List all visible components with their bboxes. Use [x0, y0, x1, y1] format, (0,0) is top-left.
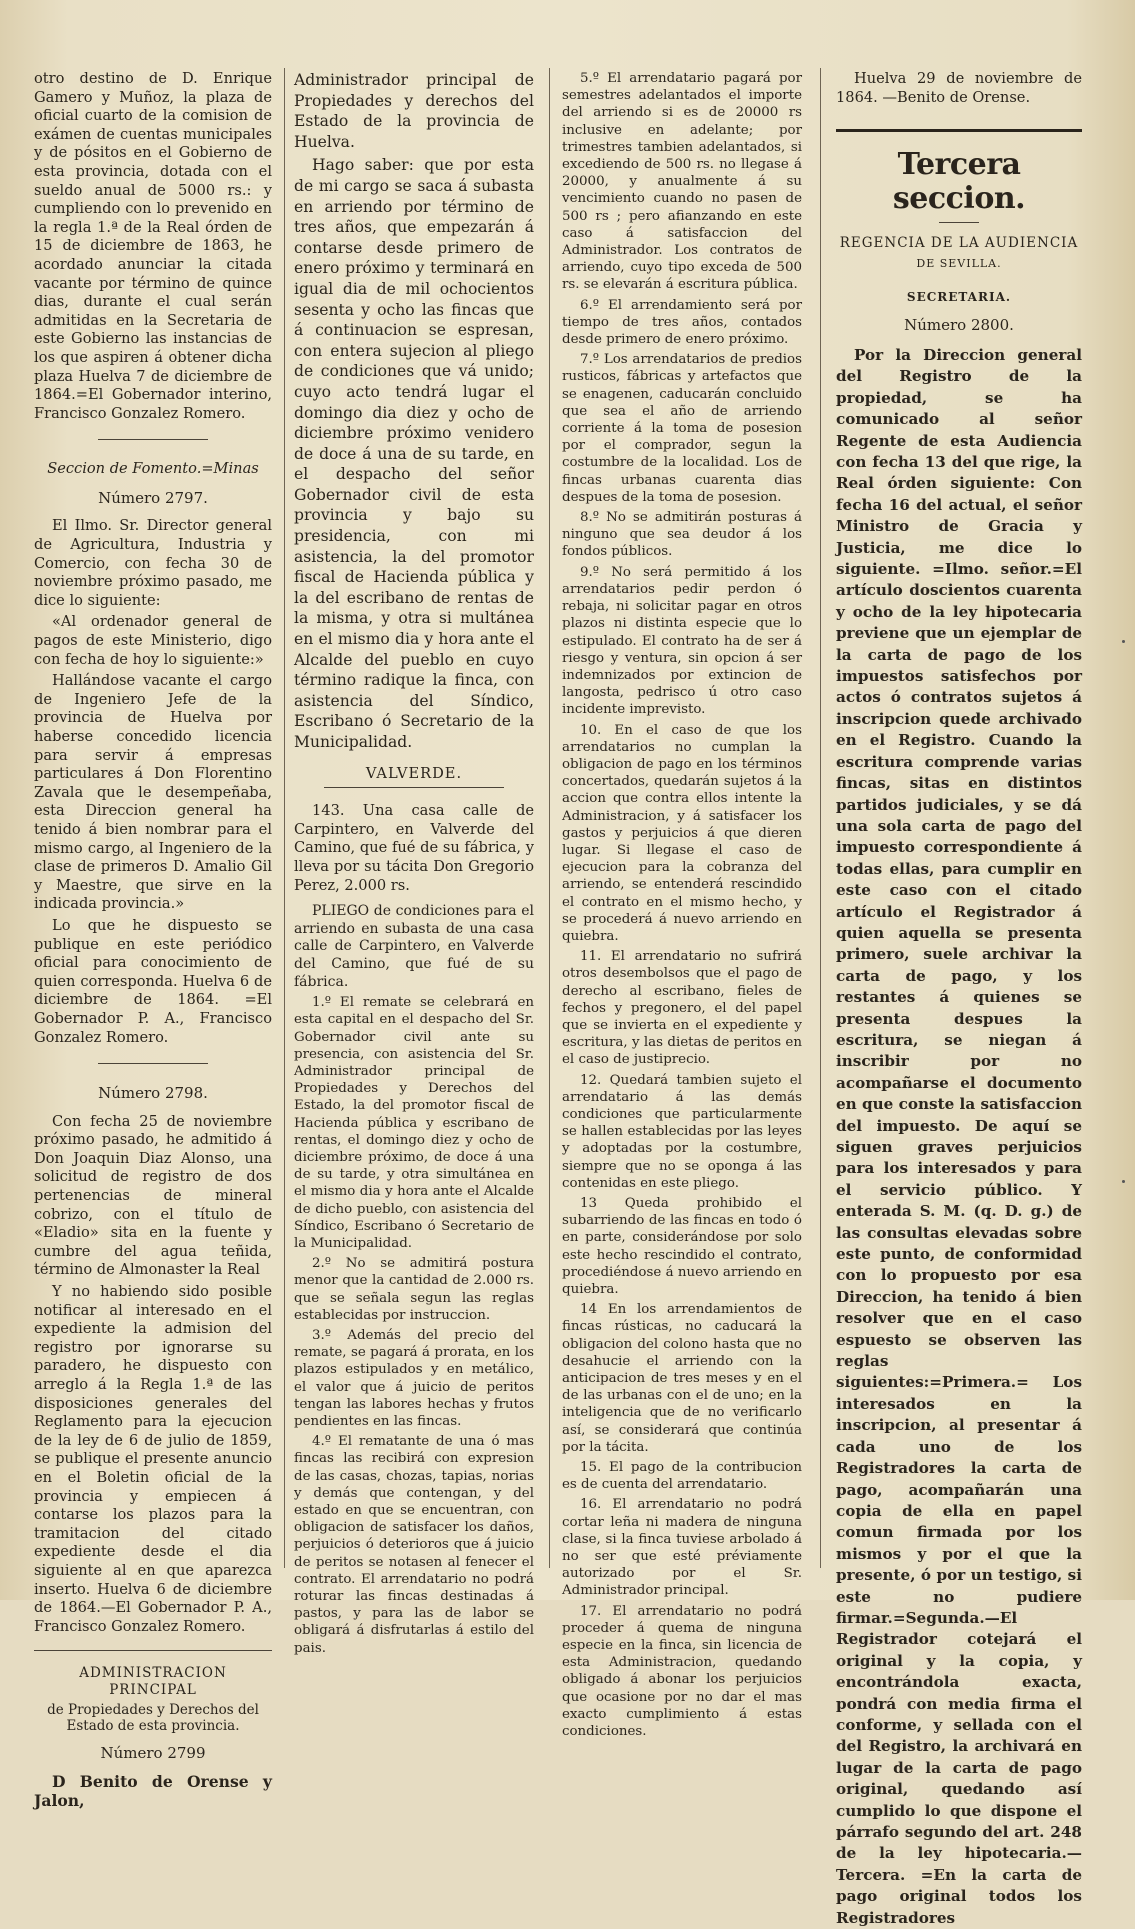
paragraph: 1.º El remate se celebrará en esta capital en el despacho del Sr. Gobernador civil ante su presencia, con asistencia del Sr. Administrador principal de Propiedades y Derechos del Estado, la del promotor fiscal de Hacienda pública y escribano de rentas, el domingo diez y ocho de diciembre próximo, de doce á una de su tarde, y otra simultánea en el mismo dia y hora ante el Alcalde de dicho pueblo, con asistencia del Síndico, Escribano ó Secretario de la Municipalidad. [294, 995, 534, 1251]
paragraph: 3.º Además del precio del remate, se pagará á prorata, en los plazos estipulados y en metálico, el valor que á juicio de peritos tengan las labores hechas y frutos pendientes en las fincas. [294, 1327, 534, 1429]
column-rule [820, 68, 821, 1568]
paragraph: otro destino de D. Enrique Gamero y Muñoz, la plaza de oficial cuarto de la comision de exámen de cuentas municipales y de pósitos en el Gobierno de esta provincia, dotada con el sueldo anual de 5000 rs.: y cumpliendo con lo prevenido en la regla 1.ª de la Real órden de 15 de diciembre de 1863, he acordado anunciar la citada vacante por término de quince dias, durante el cual serán admitidas en la Secretaria de este Gobierno las instancias de los que aspiren á obtener dicha plaza Huelva 7 de diciembre de 1864.=El Gobernador interino, Francisco Gonzalez Romero. [34, 70, 272, 422]
paragraph: 11. El arrendatario no sufrirá otros desembolsos que el pago de derecho al escribano, fieles de fechos y pregonero, el del papel que se invierta en el expediente y escritura, y las dietas de peritos en el caso de justiprecio. [562, 949, 802, 1068]
paragraph: Hago saber: que por esta de mi cargo se saca á subasta en arriendo por término de tres años, que empezarán á contarse desde primero de enero próximo y terminará en igual dia de mil ochocientos sesenta y ocho las fincas que á continuacion se espresan, con entera sujecion al pliego de condiciones que vá unido; cuyo acto tendrá lugar el domingo dia diez y ocho de diciembre próximo venidero de doce á una de su tarde, en el despacho del señor Gobernador civil de esta provincia y bajo su presidencia, con mi asistencia, la del promotor fiscal de Hacienda pública y la del escribano de rentas de la misma, y otra si multánea en el mismo dia y hora ante el Alcalde del pueblo en cuyo término radique la finca, con asistencia del Síndico, Escribano ó Secretario de la Municipalidad. [294, 156, 534, 751]
column-rule [284, 68, 285, 1568]
paragraph: 6.º El arrendamiento será por tiempo de tres años, contados desde primero de enero próximo. [562, 297, 802, 348]
column-rule [549, 68, 550, 1568]
margin-speck [1122, 1180, 1125, 1183]
notice-number: Número 2797. [98, 488, 208, 507]
paragraph: Huelva 29 de noviembre de 1864. —Benito de Orense. [836, 70, 1082, 106]
paragraph: 4.º El rematante de una ó mas fincas las recibirá con expresion de las casas, chozas, tapias, norias y demás que contengan, y del estado en que se encuentran, con obligacion de satisfacer los daños, perjuicios ó deterioros que á juicio de peritos se notasen al fenecer el contrato. El arrendatario no podrá roturar las fincas destinadas á pastos, y para las de labor se obligará á disfrutarlas á estilo del pais. [294, 1434, 534, 1656]
column-1 [34, 70, 272, 1810]
notice-number: Número 2799 [100, 1744, 206, 1763]
separator-rule [34, 1650, 272, 1651]
paragraph: Con fecha 25 de noviembre próximo pasado, he admitido á Don Joaquin Diaz Alonso, una solicitud de registro de dos pertenencias de mineral cobrizo, con el título de «Eladio» sita en la fuente y cumbre del agua teñida, término de Almonaster la Real [34, 1112, 272, 1279]
paragraph: Lo que he dispuesto se publique en este periódico oficial para conocimiento de quien corresponda. Huelva 6 de diciembre de 1864. =El Gobernador P. A., Francisco Gonzalez Romero. [34, 916, 272, 1046]
section-title: Tercera seccion. [892, 147, 1026, 217]
paragraph: Administrador principal de Propiedades y derechos del Estado de la provincia de Huelva. [294, 71, 534, 151]
org-department: SECRETARIA. [906, 289, 1012, 304]
paragraph: 14 En los arrendamientos de fincas rústicas, no caducará la obligacion del colono hasta que no desahucie el arriendo con la anticipacion de tres meses y en el de las urbanas con el de uno; en la inteligencia que de no verificarlo así, se considerará que continúa por la tácita. [562, 1302, 802, 1455]
paragraph: 9.º No será permitido á los arrendatarios pedir perdon ó rebaja, ni solicitar pagar en otros plazos ni distinta especie que lo estipulado. El contrato ha de ser á riesgo y ventura, sin opcion á ser indemnizados por extincion de langosta, pedrisco ú otro caso incidente imprevisto. [562, 564, 802, 718]
paragraph: 13 Queda prohibido el subarriendo de las fincas en todo ó en parte, considerándose por solo este hecho rescindido el contrato, procediéndose á nuevo arriendo en quiebra. [562, 1196, 802, 1298]
separator-rule [324, 787, 504, 788]
org-subheading: DE SEVILLA. [916, 257, 1002, 271]
paragraph: Y no habiendo sido posible notificar al interesado en el expediente la admision del registro por ignorarse su paradero, he dispuesto con arreglo á la Regla 1.ª de las disposiciones generales del Reglamento para la ejecucion de la ley de 6 de julio de 1859, se publique el presente anuncio en el Boletin oficial de la provincia y empiecen á contarse los plazos para la tramitacion del citado expediente desde el dia siguiente al en que aparezca inserto. Huelva 6 de diciembre de 1864.—El Gobernador P. A., Francisco Gonzalez Romero. [34, 1283, 272, 1635]
paragraph: 10. En el caso de que los arrendatarios no cumplan la obligacion de pago en los términos concertados, quedarán sujetos á la accion que contra ellos intente la Administracion, y á satisfacer los gastos y perjuicios á que dieren lugar. Si llegase el caso de ejecucion para la cobranza del arriendo, se entenderá rescindido el contrato en el mismo hecho, y se procederá á nuevo arriendo en quiebra. [562, 722, 802, 944]
paragraph: 143. Una casa calle de Carpintero, en Valverde del Camino, que fué de su fábrica, y lleva por su tácita Don Gregorio Perez, 2.000 rs. [294, 802, 534, 894]
paragraph: 17. El arrendatario no podrá proceder á quema de ninguna especie en la finca, sin licencia de esta Administracion, quedando obligado á abonar los perjuicios que ocasione por no dar el mas exacto cumplimiento á estas condiciones. [562, 1603, 802, 1740]
separator-rule [939, 222, 979, 223]
paragraph: 7.º Los arrendatarios de predios rusticos, fábricas y artefactos que se enagenen, caducarán concluido que sea el año de arriendo corriente á la toma de posesion por el comprador, segun la costumbre de la localidad. Los de fincas urbanas cuarenta dias despues de la toma de posesion. [562, 352, 802, 505]
paragraph: El Ilmo. Sr. Director general de Agricultura, Industria y Comercio, con fecha 30 de noviembre próximo pasado, me dice lo siguiente: [34, 517, 272, 609]
office-title: ADMINISTRACION PRINCIPAL [79, 1665, 227, 1699]
paragraph: «Al ordenador general de pagos de este Ministerio, digo con fecha de hoy lo siguiente:» [34, 613, 272, 668]
separator-rule [98, 1063, 208, 1064]
column-4 [836, 70, 1082, 1927]
section-heading: Seccion de Fomento.=Minas [47, 460, 259, 478]
paragraph: D Benito de Orense y Jalon, [34, 1771, 272, 1810]
column-3 [562, 70, 802, 1740]
section-rule [836, 129, 1082, 132]
office-subtitle: de Propiedades y Derechos del Estado de esta provincia. [47, 1702, 259, 1735]
notice-number: Número 2798. [98, 1084, 208, 1103]
paragraph: Por la Direccion general del Registro de la propiedad, se ha comunicado al señor Regente de esta Audiencia con fecha 13 del que rige, la Real órden siguiente: Con fecha 16 del actual, el señor Ministro de Gracia y Justicia, me dice lo siguiente. =Ilmo. señor.=El artículo doscientos cuarenta y ocho de la ley hipotecaria previene que un ejemplar de la carta de pago de los impuestos satisfechos por actos ó contratos sujetos á inscripcion quede archivado en el Registro. Cuando la escritura comprende varias fincas, sitas en distintos partidos judiciales, y se dá una sola carta de pago del impuesto correspondiente á todas ellas, para cumplir en este caso con el citado artículo el Registrador á quien aquella se presenta primero, suele archivar la carta de pago, y los restantes á quienes se presenta despues la escritura, se niegan á inscribir por no acompañarse el documento en que conste la satisfaccion del impuesto. De aquí se siguen graves perjuicios para los interesados y para el servicio público. Y enterada S. M. (q. D. g.) de las consultas elevadas sobre este punto, de conformidad con lo propuesto por esa Direccion, ha tenido á bien resolver que en el caso espuesto se observen las reglas siguientes:=Primera.= Los interesados en la inscripcion, al presentar á cada uno de los Registradores la carta de pago, acompañarán una copia de ella en papel comun firmada por los mismos y por el que la presente, ó por un testigo, si este no pudiere firmar.=Segunda.—El Registrador cotejará el original y la copia, y encontrándola exacta, pondrá con media firma el conforme, y sellada con el del Registro, la archivará en lugar de la carta de pago original, quedando así cumplido lo que dispone el párrafo segundo del art. 248 de la ley hipotecaria.—Tercera. =En la carta de pago original todos los Registradores [836, 345, 1082, 1927]
margin-speck [1122, 640, 1125, 643]
paragraph: 2.º No se admitirá postura menor que la cantidad de 2.000 rs. que se señala segun las reglas establecidas por instruccion. [294, 1256, 534, 1323]
column-2 [294, 70, 534, 1656]
separator-rule [98, 439, 208, 440]
paragraph: 15. El pago de la contribucion es de cuenta del arrendatario. [562, 1460, 802, 1493]
paragraph: 16. El arrendatario no podrá cortar leña ni madera de ninguna clase, si la finca tuviese arbolado á no ser que esté préviamente autorizado por el Sr. Administrador principal. [562, 1497, 802, 1599]
notice-number: Número 2800. [904, 316, 1014, 335]
paragraph: 8.º No se admitirán posturas á ninguno que sea deudor á los fondos públicos. [562, 510, 802, 560]
paragraph: 12. Quedará tambien sujeto el arrendatario á las demás condiciones que particularmente se hallen establecidas por las leyes y adoptadas por la costumbre, siempre que no se oponga á las contenidas en este pliego. [562, 1072, 802, 1191]
paragraph: 5.º El arrendatario pagará por semestres adelantados el importe del arriendo si es de 20000 rs inclusive en adelante; por trimestres tambien adelantados, si excediendo de 500 rs. no llegase á 20000, y anualmente á su vencimiento cuando no pasen de 500 rs ; pero afianzando en este caso á satisfaccion del Administrador. Los contratos de arriendo, cuyo tipo exceda de 500 rs. se elevarán á escritura pública. [562, 71, 802, 293]
org-heading: REGENCIA DE LA AUDIENCIA [839, 235, 1079, 252]
place-heading: VALVERDE. [365, 764, 463, 782]
paragraph: Hallándose vacante el cargo de Ingeniero Jefe de la provincia de Huelva por haberse concedido licencia para servir á empresas particulares á Don Florentino Zavala que le desempeñaba, esta Direccion general ha tenido á bien nombrar para el mismo cargo, al Ingeniero de la clase de primeros D. Amalio Gil y Maestre, que sirve en la indicada provincia.» [34, 672, 272, 913]
paragraph: PLIEGO de condiciones para el arriendo en subasta de una casa calle de Carpintero, en Valverde del Camino, que fué de su fábrica. [294, 903, 534, 990]
